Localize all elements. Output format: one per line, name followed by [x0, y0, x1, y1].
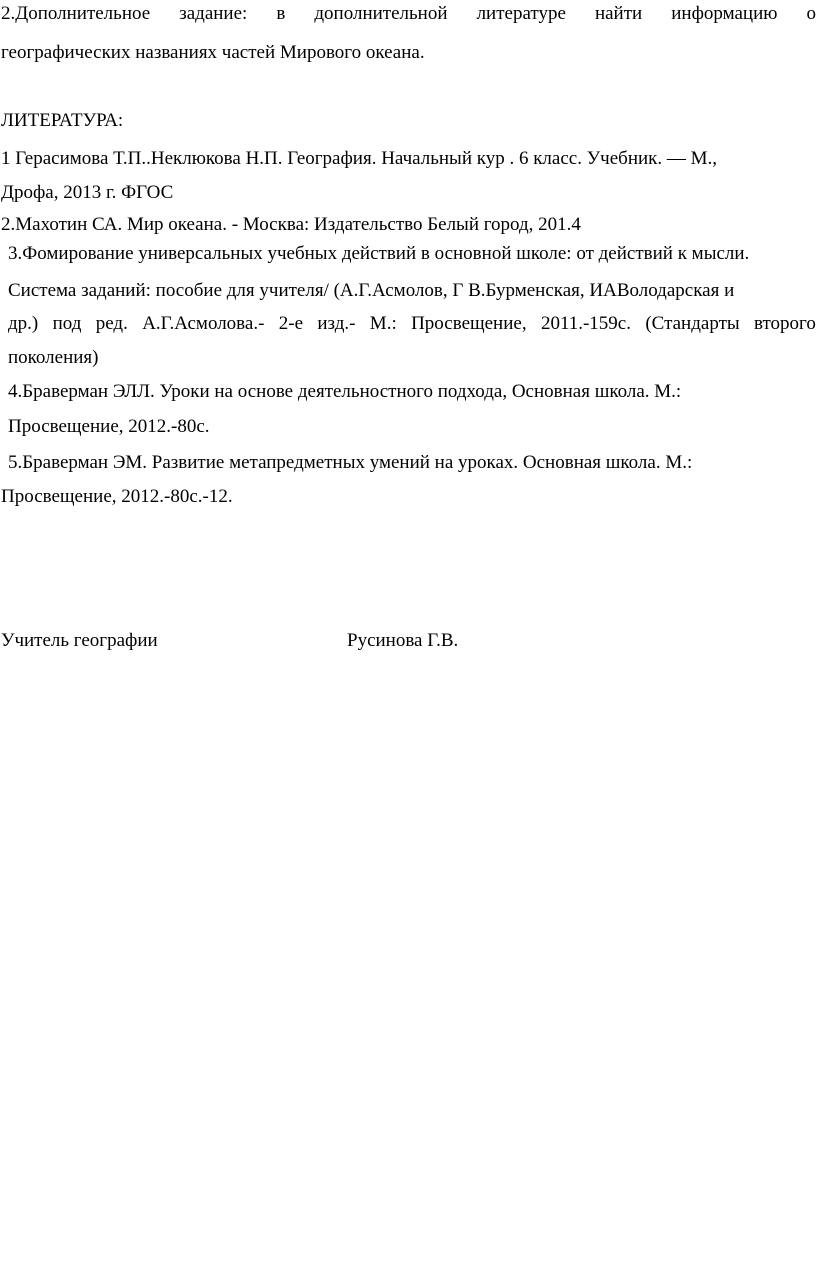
literature-heading: ЛИТЕРАТУРА: [1, 110, 124, 131]
word: 2-е [278, 313, 304, 334]
word: 2.Дополнительное [1, 3, 151, 24]
word: второго [754, 313, 816, 334]
literature-item-4-line-2: Просвещение, 2012.-80с. [8, 416, 210, 437]
word: А.Г.Асмолова.- [142, 313, 265, 334]
literature-item-4-line-1: 4.Браверман ЭЛЛ. Уроки на основе деятельностного подхода, Основная школа. М.: [8, 381, 682, 402]
literature-item-3-line-1: 3.Фомирование универсальных учебных действий в основной школе: от действий к мысли. [8, 243, 750, 264]
literature-item-5-line-1: 5.Браверман ЭМ. Развитие метапредметных умений на уроках. Основная школа. М.: [8, 452, 693, 473]
word: в [276, 3, 286, 24]
word: информацию [671, 3, 778, 24]
word: М.: [369, 313, 397, 334]
literature-item-3-line-4: поколения) [8, 347, 99, 368]
literature-item-1-line-1: 1 Герасимова Т.П..Неклюкова Н.П. География. Начальный кур . 6 класс. Учебник. — М., [1, 148, 718, 169]
word: найти [594, 3, 643, 24]
literature-item-2-line-1: 2.Махотин СА. Мир океана. - Москва: Издательство Белый город, 201.4 [1, 214, 581, 235]
word: др.) [8, 313, 39, 334]
assignment-line-2: географических названиях частей Мирового океана. [1, 42, 425, 63]
literature-item-5-line-2: Просвещение, 2012.-80с.-12. [1, 486, 233, 507]
word: под [52, 313, 82, 334]
word: (Стандарты [645, 313, 740, 334]
literature-item-3-line-2: Система заданий: пособие для учителя/ (А.Г.Асмолов, Г В.Бурменская, ИАВолодарская и [8, 280, 735, 301]
word: литературе [476, 3, 566, 24]
word: 2011.-159с. [540, 313, 631, 334]
word: ред. [95, 313, 128, 334]
word: дополнительной [314, 3, 448, 24]
word: задание: [179, 3, 248, 24]
signature-name: Русинова Г.В. [347, 630, 459, 651]
word: Просвещение, [411, 313, 527, 334]
assignment-line-1 [1, 3, 816, 25]
literature-item-3-line-3 [8, 313, 816, 335]
literature-item-1-line-2: Дрофа, 2013 г. ФГОС [1, 182, 174, 203]
word: о [806, 3, 816, 24]
signature-role: Учитель географии [1, 630, 158, 651]
word: изд.- [317, 313, 356, 334]
